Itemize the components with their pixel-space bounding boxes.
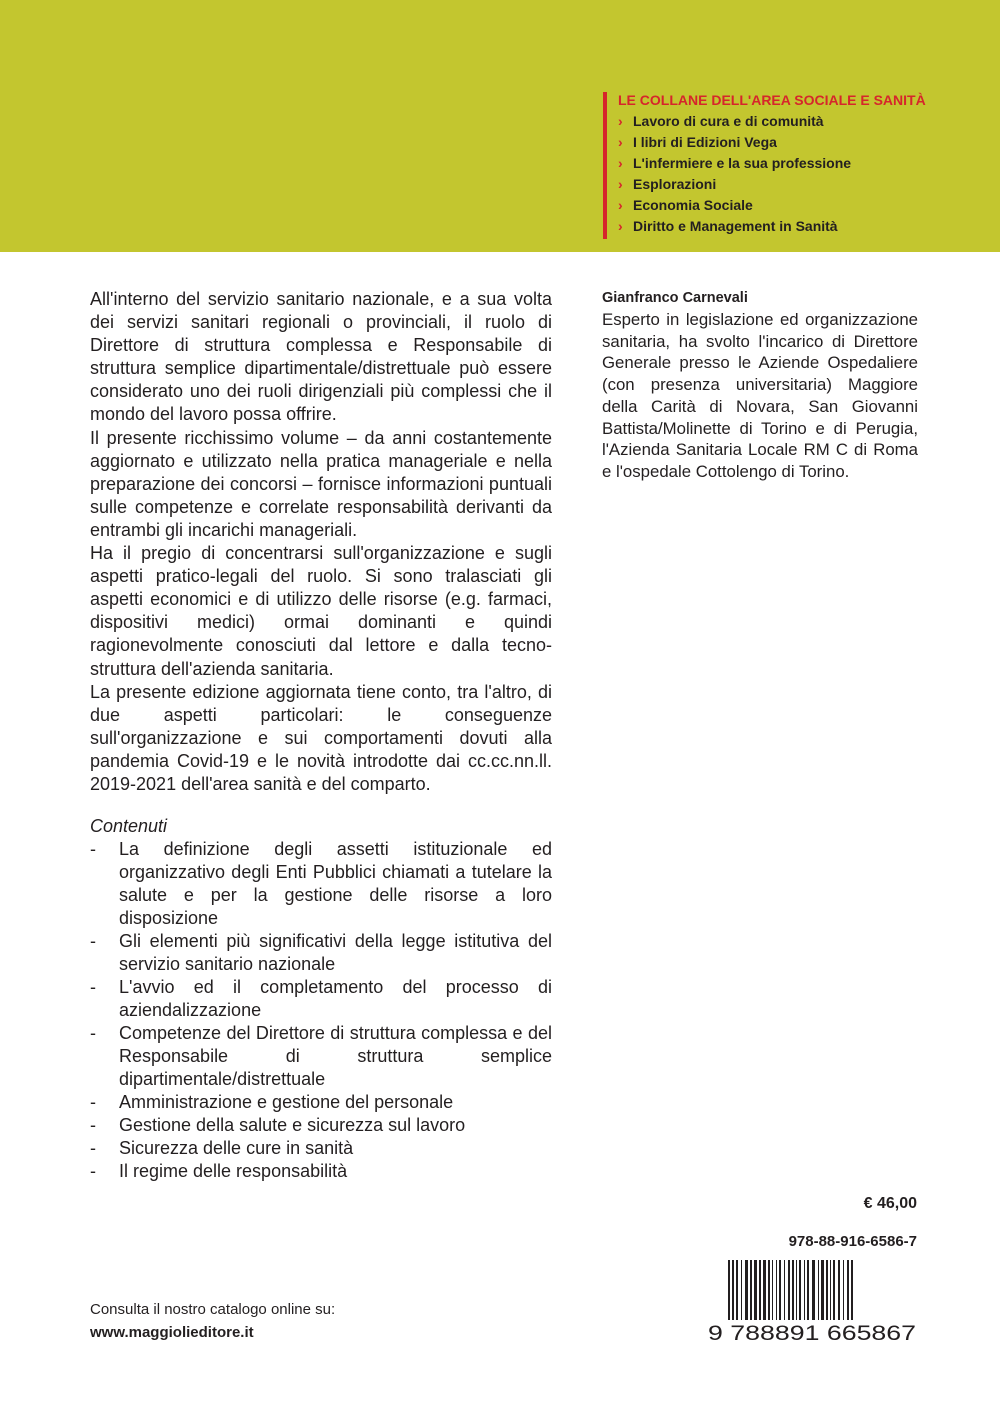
barcode-bar: [833, 1260, 835, 1322]
series-item: [618, 176, 926, 197]
list-item-text: Gli elementi più significativi della legge istitutiva del servizio sanitario nazionale: [119, 931, 552, 974]
series-item: [618, 218, 926, 239]
contents-list: [90, 838, 552, 1183]
book-description: [90, 288, 552, 796]
dash-bullet: -: [90, 1138, 96, 1158]
list-item: [90, 930, 552, 976]
barcode-bar: [796, 1260, 797, 1322]
list-item-text: Il regime delle responsabilità: [119, 1161, 348, 1181]
dash-bullet: -: [90, 839, 96, 859]
barcode-bar: [763, 1260, 766, 1322]
barcode-bar: [838, 1260, 840, 1322]
barcode-bar: [804, 1260, 805, 1322]
list-item-text: Amministrazione e gestione del personale: [119, 1092, 454, 1112]
dash-bullet: -: [90, 977, 96, 997]
list-item: [90, 976, 552, 1022]
chevron-right-icon: ›: [618, 197, 623, 213]
barcode-bar: [843, 1260, 844, 1322]
barcode-bar: [728, 1260, 730, 1330]
chevron-right-icon: ›: [618, 155, 623, 171]
barcode-bar: [741, 1260, 742, 1322]
chevron-right-icon: ›: [618, 113, 623, 129]
list-item-text: Competenze del Direttore di struttura complessa e del Responsabile di struttura semplice dipartimentale/distrettuale: [119, 1023, 552, 1089]
series-list: [603, 92, 926, 239]
series-item-label: Economia Sociale: [633, 197, 753, 213]
barcode-digits: 9 788891 665867: [708, 1322, 916, 1345]
series-item: [618, 134, 926, 155]
description-paragraph: Ha il pregio di concentrarsi sull'organizzazione e sugli aspetti pratico-legali del ruolo. Si sono tralasciati gli aspetti economici e di utilizzo delle risorse (e.g. farmaci, dispositivi medici) ormai dominanti e quindi ragionevolmente conosciuti dal lettore e dalla tecno-struttura dell'azienda sanitaria.: [90, 543, 552, 679]
barcode-bar: [754, 1260, 757, 1322]
description-paragraph: All'interno del servizio sanitario nazionale, e a sua volta dei servizi sanitari regionali o provinciali, il ruolo di Direttore di struttura complessa e Responsabile di struttura semplice dipartimentale/distrettuale può essere considerato uno dei ruoli dirigenziali più complessi che il mondo del lavoro possa offrire.: [90, 289, 552, 425]
price: € 46,00: [863, 1195, 917, 1212]
chevron-right-icon: ›: [618, 134, 623, 150]
barcode-bar: [847, 1260, 849, 1330]
dash-bullet: -: [90, 1023, 96, 1043]
list-item: [90, 1160, 552, 1183]
series-item: [618, 155, 926, 176]
barcode-bar: [851, 1260, 853, 1330]
barcode-bar: [821, 1260, 824, 1322]
barcode-bar: [807, 1260, 809, 1322]
barcode-bars: [728, 1260, 853, 1330]
barcode-bar: [745, 1260, 748, 1322]
catalog-note: [90, 1298, 335, 1344]
barcode: [708, 1260, 920, 1350]
barcode-bar: [750, 1260, 752, 1322]
list-item-text: Sicurezza delle cure in sanità: [119, 1138, 354, 1158]
list-item-text: Gestione della salute e sicurezza sul lavoro: [119, 1115, 466, 1135]
dash-bullet: -: [90, 1092, 96, 1112]
barcode-bar: [812, 1260, 815, 1322]
author-block: [602, 288, 918, 483]
barcode-bar: [772, 1260, 773, 1322]
description-paragraph: Il presente ricchissimo volume – da anni costantemente aggiornato e utilizzato nella pratica manageriale e nella preparazione dei concorsi – fornisce informazioni puntuali sulle competenze e correlate responsabilità derivanti da entrambi gli incarichi manageriali.: [90, 427, 552, 540]
chevron-right-icon: ›: [618, 176, 623, 192]
barcode-bar: [779, 1260, 781, 1322]
series-item: [618, 197, 926, 218]
description-paragraph: La presente edizione aggiornata tiene conto, tra l'altro, di due aspetti particolari: le conseguenze sull'organizzazione e sui comportamenti dovuti alla pandemia Covid-19 e le novità introdotte dai cc.cc.nn.ll. 2019-2021 dell'area sanità e del comparto.: [90, 681, 552, 794]
barcode-bar: [776, 1260, 777, 1322]
barcode-bar: [736, 1260, 738, 1322]
list-item: [90, 1137, 552, 1160]
dash-bullet: -: [90, 1161, 96, 1181]
list-item: [90, 1114, 552, 1137]
barcode-bar: [768, 1260, 770, 1322]
catalog-text: Consulta il nostro catalogo online su:: [90, 1301, 336, 1318]
chevron-right-icon: ›: [618, 218, 623, 234]
barcode-bar: [830, 1260, 831, 1322]
barcode-bar: [788, 1260, 790, 1330]
barcode-bar: [732, 1260, 734, 1330]
series-item: [618, 113, 926, 134]
barcode-bar: [826, 1260, 828, 1322]
dash-bullet: -: [90, 931, 96, 951]
series-item-label: L'infermiere e la sua professione: [633, 155, 852, 171]
barcode-bar: [792, 1260, 794, 1330]
list-item-text: La definizione degli assetti istituzionale ed organizzativo degli Enti Pubblici chiamati a tutelare la salute e per la gestione delle risorse a loro disposizione: [119, 839, 552, 928]
barcode-bar: [818, 1260, 819, 1322]
series-item-label: Lavoro di cura e di comunità: [633, 113, 824, 129]
series-title: LE COLLANE DELL'AREA SOCIALE E SANITÀ: [618, 92, 926, 108]
series-item-label: I libri di Edizioni Vega: [633, 134, 777, 150]
barcode-bar: [784, 1260, 785, 1322]
author-name: Gianfranco Carnevali: [602, 290, 748, 306]
dash-bullet: -: [90, 1115, 96, 1135]
series-item-label: Esplorazioni: [633, 176, 717, 192]
list-item-text: L'avvio ed il completamento del processo di aziendalizzazione: [119, 977, 552, 1020]
isbn-number: 978-88-916-6586-7: [788, 1233, 917, 1250]
series-item-label: Diritto e Management in Sanità: [633, 218, 838, 234]
barcode-bar: [799, 1260, 801, 1322]
list-item: [90, 1091, 552, 1114]
contents-heading: Contenuti: [90, 816, 168, 836]
list-item: [90, 838, 552, 930]
author-bio: Esperto in legislazione ed organizzazione sanitaria, ha svolto l'incarico di Direttore Generale presso le Aziende Ospedaliere (con presenza universitaria) Maggiore della Carità di Novara, San Giovanni Battista/Molinette di Torino e di Perugia, l'Azienda Sanitaria Locale RM C di Roma e l'ospedale Cottolengo di Torino.: [602, 310, 918, 481]
catalog-link[interactable]: www.maggiolieditore.it: [90, 1324, 254, 1341]
list-item: [90, 1022, 552, 1091]
barcode-bar: [759, 1260, 761, 1322]
